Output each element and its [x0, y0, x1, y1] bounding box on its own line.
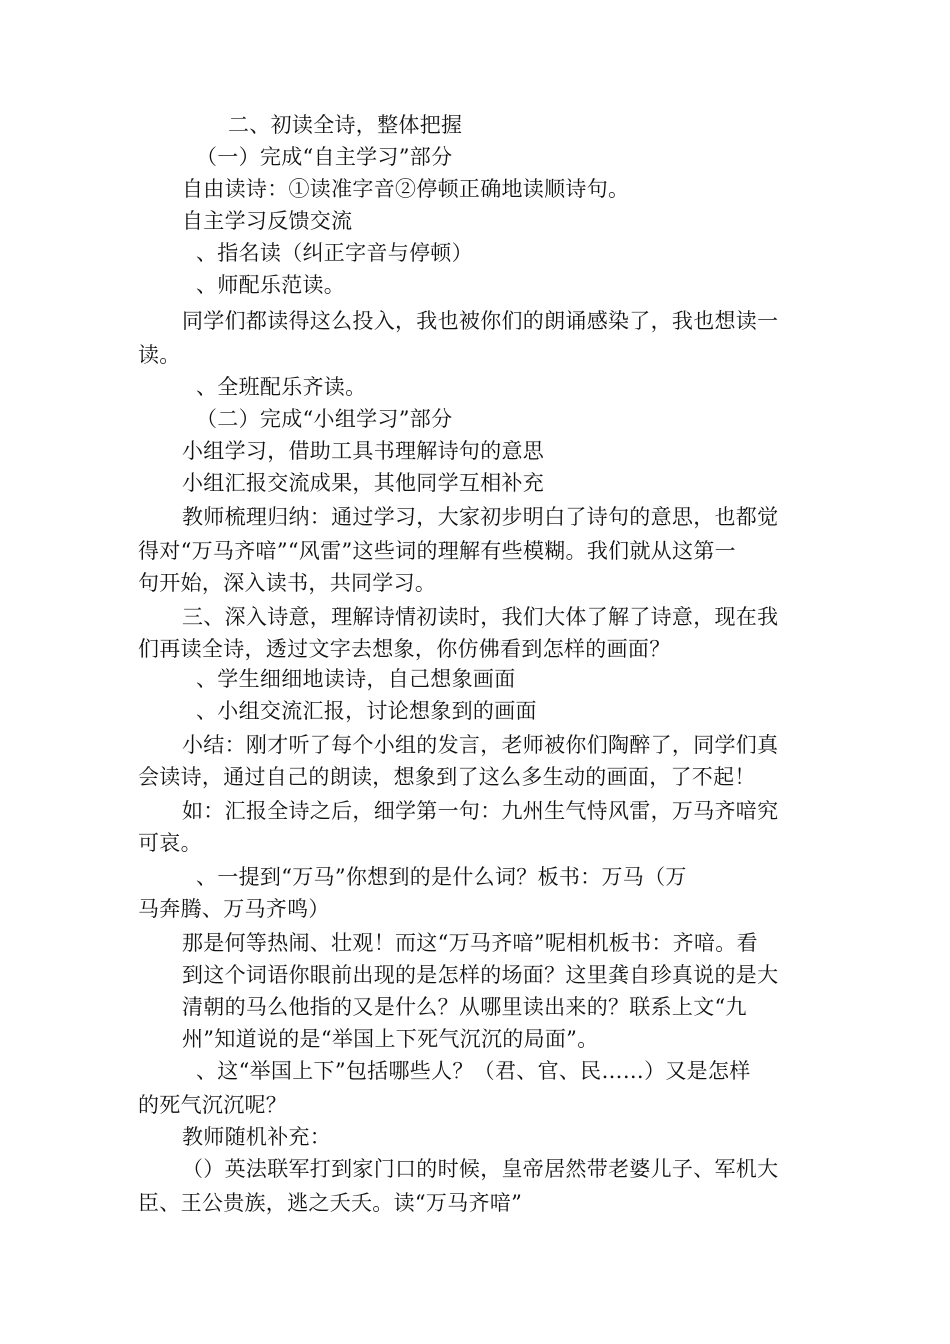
paragraph-line: 那是何等热闹、壮观！而这“万马齐喑”呢相机板书：齐喑。看: [182, 931, 758, 955]
subsection-heading: （一）完成“自主学习”部分: [196, 145, 453, 169]
paragraph-line: 小组学习，借助工具书理解诗句的意思: [182, 439, 545, 463]
list-item: 、小组交流汇报，讨论想象到的画面: [196, 699, 537, 723]
paragraph-line: 自主学习反馈交流: [182, 209, 353, 233]
paragraph-line: 句开始，深入读书，共同学习。: [138, 571, 437, 595]
list-item: 、师配乐范读。: [196, 273, 346, 297]
paragraph-line: 教师梳理归纳：通过学习，大家初步明白了诗句的意思，也都觉: [182, 505, 779, 529]
paragraph-line: （）英法联军打到家门口的时候，皇帝居然带老婆儿子、军机大: [182, 1157, 779, 1181]
paragraph-line: 同学们都读得这么投入，我也被你们的朗诵感染了，我也想读一: [182, 309, 779, 333]
paragraph-line: 会读诗，通过自己的朗读，想象到了这么多生动的画面，了不起！: [138, 765, 756, 789]
section-heading: 二、初读全诗，整体把握: [228, 113, 463, 137]
subsection-heading: （二）完成“小组学习”部分: [196, 407, 453, 431]
paragraph-line: 清朝的马么他指的又是什么？从哪里读出来的？联系上文“九: [182, 995, 747, 1019]
paragraph-line: 自由读诗：①读准字音②停顿正确地读顺诗句。: [182, 177, 630, 201]
paragraph-line: 如：汇报全诗之后，细学第一句：九州生气恃风雷，万马齐喑究: [182, 799, 779, 823]
paragraph-line: 读。: [138, 343, 181, 367]
paragraph-line: 教师随机补充：: [182, 1125, 332, 1149]
paragraph-line: 小组汇报交流成果，其他同学互相补充: [182, 471, 545, 495]
paragraph-line: 的死气沉沉呢？: [138, 1093, 288, 1117]
paragraph-line: 到这个词语你眼前出现的是怎样的场面？这里龚自珍真说的是大: [182, 963, 779, 987]
list-item: 、一提到“万马”你想到的是什么词？板书：万马（万: [196, 865, 687, 889]
paragraph-line: 臣、王公贵族，逃之夭夭。读“万马齐喑”: [138, 1191, 523, 1215]
paragraph-line: 州”知道说的是“举国上下死气沉沉的局面”。: [182, 1027, 599, 1051]
paragraph-line: 小结：刚才听了每个小组的发言，老师被你们陶醉了，同学们真: [182, 733, 779, 757]
list-item: 、指名读（纠正字音与停顿）: [196, 241, 473, 265]
list-item: 、全班配乐齐读。: [196, 375, 367, 399]
paragraph-line: 得对“万马齐喑”“风雷”这些词的理解有些模糊。我们就从这第一: [138, 539, 736, 563]
paragraph-line: 马奔腾、万马齐鸣）: [138, 897, 330, 921]
paragraph-line: 可哀。: [138, 831, 202, 855]
section-heading: 三、深入诗意，理解诗情初读时，我们大体了解了诗意，现在我: [182, 605, 779, 629]
list-item: 、学生细细地读诗，自己想象画面: [196, 667, 516, 691]
list-item: 、这“举国上下”包括哪些人？（君、官、民……）又是怎样: [196, 1059, 751, 1083]
paragraph-line: 们再读全诗，透过文字去想象，你仿佛看到怎样的画面？: [138, 637, 671, 661]
